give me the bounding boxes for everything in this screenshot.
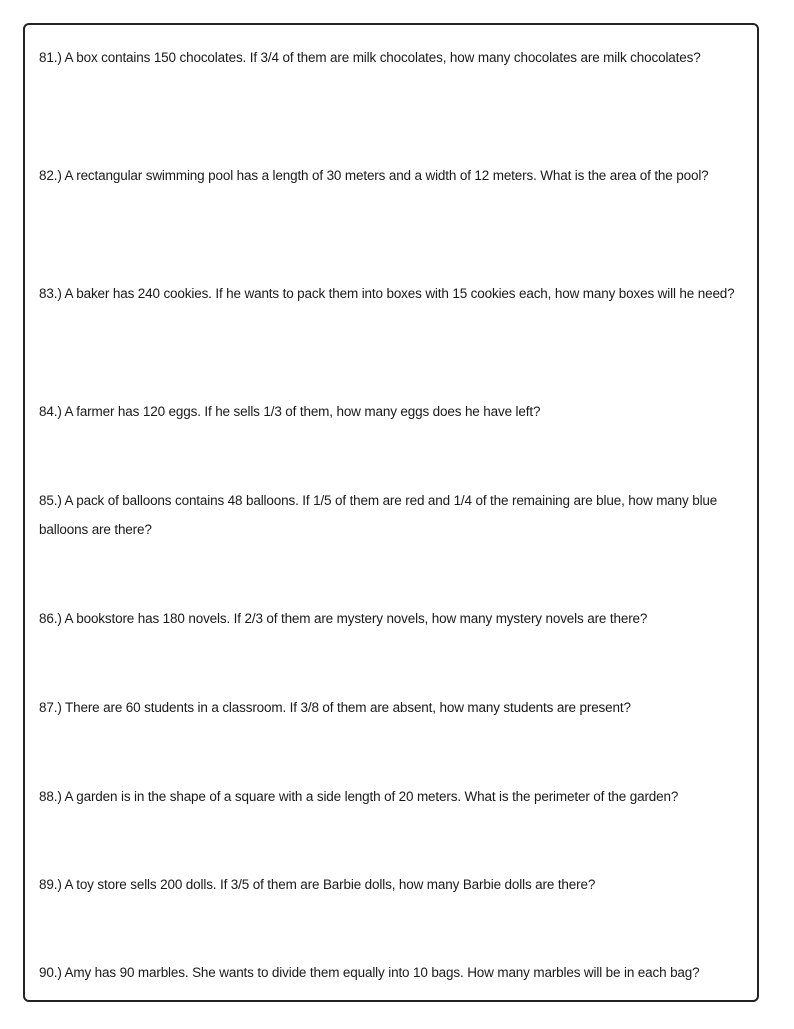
question-90: 90.) Amy has 90 marbles. She wants to divide them equally into 10 bags. How many marbles will be in each bag? xyxy=(39,965,700,980)
question-83: 83.) A baker has 240 cookies. If he wants to pack them into boxes with 15 cookies each, how many boxes will he need? xyxy=(39,286,735,301)
question-88: 88.) A garden is in the shape of a square with a side length of 20 meters. What is the perimeter of the garden? xyxy=(39,789,679,804)
worksheet-frame xyxy=(23,23,759,1002)
question-89: 89.) A toy store sells 200 dolls. If 3/5 of them are Barbie dolls, how many Barbie dolls are there? xyxy=(39,877,596,892)
question-87: 87.) There are 60 students in a classroom. If 3/8 of them are absent, how many students are present? xyxy=(39,700,631,715)
question-86: 86.) A bookstore has 180 novels. If 2/3 of them are mystery novels, how many mystery novels are there? xyxy=(39,611,648,626)
question-84: 84.) A farmer has 120 eggs. If he sells 1/3 of them, how many eggs does he have left? xyxy=(39,404,541,419)
question-82: 82.) A rectangular swimming pool has a length of 30 meters and a width of 12 meters. What is the area of the pool? xyxy=(39,168,709,183)
question-81: 81.) A box contains 150 chocolates. If 3/4 of them are milk chocolates, how many chocolates are milk chocolates? xyxy=(39,50,701,65)
question-85: 85.) A pack of balloons contains 48 balloons. If 1/5 of them are red and 1/4 of the remaining are blue, how many blue balloons are there? xyxy=(39,493,718,537)
